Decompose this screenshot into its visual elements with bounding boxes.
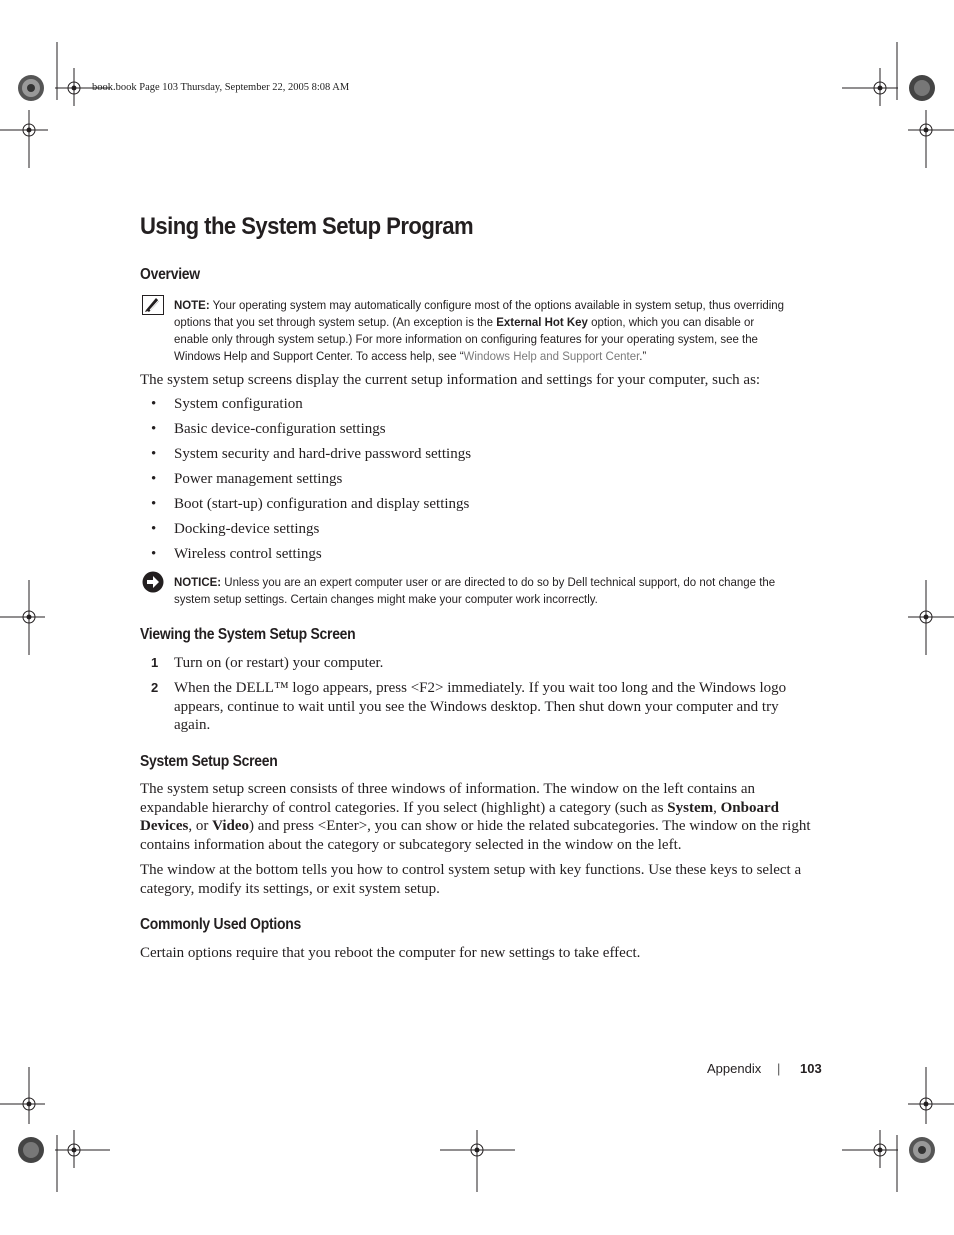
common-options-paragraph: Certain options require that you reboot the computer for new settings to take effect. (140, 945, 641, 961)
bullet-glyph: • (151, 471, 157, 487)
setup-screen-paragraph-2: The window at the bottom tells you how to control system setup with key functions. Use these keys to select a category, modify its settings, or exit system setup. (140, 862, 802, 897)
paragraph-text: The system setup screen consists of three windows of information. The window on the left contains an expandable hierarchy of control categories. If you select (highlight) a category (such as (140, 781, 756, 816)
page-number: 103 (800, 1061, 822, 1076)
overview-heading: Overview (140, 266, 200, 283)
bullet-glyph: • (151, 496, 157, 512)
note-pencil-icon (142, 295, 164, 315)
help-center-link[interactable]: Windows Help and Support Center (463, 349, 640, 363)
intro-paragraph: The system setup screens display the current setup information and settings for your computer, such as: (140, 372, 761, 388)
settings-list (148, 395, 471, 570)
system-setup-screen-heading: System Setup Screen (140, 753, 278, 770)
page-title: Using the System Setup Program (140, 213, 474, 240)
list-item (148, 470, 471, 495)
list-item (148, 495, 471, 520)
footer-separator: | (777, 1061, 781, 1076)
bullet-glyph: • (151, 396, 157, 412)
step-1 (140, 654, 816, 673)
bullet-glyph: • (151, 421, 157, 437)
list-item-text: Boot (start-up) configuration and display settings (174, 496, 470, 512)
list-item (148, 520, 471, 545)
step-text: When the DELL™ logo appears, press <F2> immediately. If you wait too long and the Windows logo appears, continue to wait until you see the Windows desktop. Then shut down your computer and try again. (174, 680, 787, 734)
notice-text: Unless you are an expert computer user or are directed to do so by Dell technical support, do not change the system setup settings. Certain changes might make your computer work incorrectly. (174, 575, 776, 606)
list-item (148, 420, 471, 445)
note-label: NOTE: (174, 298, 210, 312)
list-item-text: System security and hard-drive password settings (174, 446, 472, 462)
notice-arrow-icon (142, 571, 164, 593)
category-system: System (667, 799, 714, 816)
print-file-info: book.book Page 103 Thursday, September 22, 2005 8:08 AM (92, 82, 350, 93)
bullet-glyph: • (151, 446, 157, 462)
list-item-text: Power management settings (174, 471, 343, 487)
separator: , or (188, 818, 209, 835)
list-item (148, 395, 471, 420)
note-text: Your operating system may automatically configure most of the options available in system setup, thus overriding options that you set through system setup. (An exception is the (174, 298, 785, 329)
note-block (174, 297, 785, 365)
list-item-text: Docking-device settings (174, 521, 320, 537)
step-2 (140, 679, 816, 735)
separator: , (713, 799, 717, 816)
category-onboard-devices: Onboard Devices (140, 799, 779, 835)
note-bold-term: External Hot Key (496, 315, 588, 329)
note-text-continued: option, which you can disable or enable only through system setup.) For more information on configuring features for your operating system, see the Windows Help and Support Center. To access help, see “ (174, 315, 758, 363)
step-text: Turn on (or restart) your computer. (174, 655, 384, 671)
note-text-end: .” (639, 349, 647, 363)
bullet-glyph: • (151, 521, 157, 537)
paragraph-text: ) and press <Enter>, you can show or hide the related subcategories. The window on the right contains information about the category or subcategory selected in the window on the left. (140, 818, 811, 853)
viewing-heading: Viewing the System Setup Screen (140, 626, 356, 643)
notice-label: NOTICE: (174, 575, 222, 589)
notice-block (174, 574, 785, 608)
list-item (148, 445, 471, 470)
category-video: Video (212, 818, 250, 835)
list-item-text: Wireless control settings (174, 546, 322, 562)
list-item-text: System configuration (174, 396, 303, 412)
list-item (148, 545, 471, 570)
bullet-glyph: • (151, 546, 157, 562)
list-item-text: Basic device-configuration settings (174, 421, 386, 437)
footer-section: Appendix (707, 1061, 762, 1076)
common-options-heading: Commonly Used Options (140, 916, 301, 933)
setup-screen-paragraph-1 (140, 780, 814, 854)
step-number: 1 (151, 655, 159, 670)
step-number: 2 (151, 680, 159, 695)
